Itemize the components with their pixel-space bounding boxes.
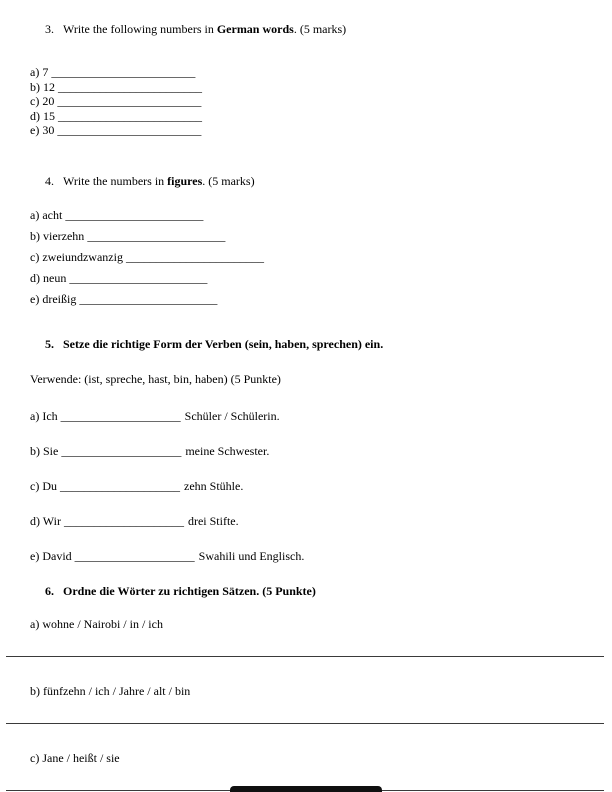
q4-number: 4.: [45, 173, 54, 188]
q6-item-a: [30, 617, 582, 657]
item-suffix: zehn Stühle.: [184, 478, 244, 493]
q5-number: 5.: [45, 336, 54, 351]
item-label: c) 20: [30, 94, 55, 108]
answer-blank: _______________________: [125, 249, 264, 264]
answer-line: [6, 656, 604, 657]
item-label: b) fünfzehn / ich / Jahre / alt / bin: [30, 683, 191, 698]
q3-item-a: [30, 65, 582, 80]
item-label: d) neun: [30, 271, 67, 286]
q5-item-a: [30, 409, 582, 423]
item-prefix: e) David: [30, 548, 72, 563]
q3-item-c: [30, 94, 582, 109]
answer-line: [6, 723, 604, 724]
answer-blank: _______________________: [65, 207, 204, 222]
item-prefix: c) Du: [30, 478, 57, 493]
q3-item-d: [30, 109, 582, 124]
q4-item-b: [30, 226, 582, 247]
q4-title-prefix: Write the numbers in: [63, 173, 168, 188]
q3-title-prefix: Write the following numbers in: [63, 22, 217, 36]
item-label: a) acht: [30, 207, 63, 222]
q3-heading: [45, 22, 582, 37]
q6-item-b: [30, 684, 582, 724]
q3-title-bold: German words: [216, 22, 294, 36]
item-label: c) Jane / heißt / sie: [30, 750, 120, 765]
q3-items: [30, 65, 582, 138]
item-suffix: meine Schwester.: [185, 443, 270, 458]
item-label: d) 15: [30, 108, 55, 123]
item-label: e) 30: [30, 123, 55, 137]
q4-title-suffix: . (5 marks): [202, 173, 255, 188]
q3-number: 3.: [45, 22, 54, 36]
q4-item-d: [30, 268, 582, 289]
q4-item-c: [30, 247, 582, 268]
answer-blank: ____________________: [63, 513, 184, 528]
q5-heading: [45, 337, 582, 352]
item-label: a) wohne / Nairobi / in / ich: [30, 616, 163, 631]
item-suffix: Swahili und Englisch.: [198, 548, 305, 563]
item-label: b) 12: [30, 79, 55, 94]
answer-blank: ____________________: [60, 478, 180, 493]
q3-item-e: [30, 123, 582, 138]
q5-item-b: [30, 444, 582, 458]
q4-title-bold: figures: [167, 173, 203, 188]
q3-title-suffix: . (5 marks): [293, 22, 347, 36]
answer-blank: ____________________: [61, 443, 182, 458]
item-prefix: a) Ich: [30, 408, 58, 423]
answer-blank: _______________________: [87, 228, 226, 243]
answer-blank: _______________________: [79, 292, 218, 307]
q5-title: Setze die richtige Form der Verben (sein, haben, sprechen) ein.: [63, 336, 384, 351]
q5-item-c: [30, 479, 582, 493]
q6-number: 6.: [45, 583, 54, 598]
answer-blank: ________________________: [57, 123, 202, 137]
answer-blank: _______________________: [69, 271, 208, 286]
q6-item-c: [30, 751, 582, 791]
q5-item-d: [30, 514, 582, 528]
bottom-bar: [230, 786, 382, 792]
q5-item-e: [30, 549, 582, 563]
q6-heading: [45, 584, 582, 599]
q4-item-a: [30, 205, 582, 226]
q4-heading: [45, 174, 582, 189]
answer-blank: ________________________: [58, 108, 202, 123]
q5-items: [30, 409, 582, 563]
q3-item-b: [30, 80, 582, 95]
answer-blank: ________________________: [57, 94, 202, 108]
answer-blank: ________________________: [51, 65, 196, 79]
item-suffix: drei Stifte.: [187, 513, 239, 528]
q5-instruction: Verwende: (ist, spreche, hast, bin, haben) (5 Punkte): [30, 371, 281, 386]
q4-item-e: [30, 289, 582, 310]
answer-blank: ________________________: [58, 79, 202, 94]
q6-title: Ordne die Wörter zu richtigen Sätzen. (5 Punkte): [63, 583, 316, 598]
item-prefix: b) Sie: [30, 443, 59, 458]
item-label: c) zweiundzwanzig: [30, 249, 123, 264]
item-label: e) dreißig: [30, 292, 77, 307]
item-prefix: d) Wir: [30, 513, 61, 528]
q4-items: [30, 205, 582, 311]
item-label: a) 7: [30, 65, 49, 79]
answer-blank: ____________________: [60, 408, 181, 423]
answer-blank: ____________________: [74, 548, 195, 563]
item-suffix: Schüler / Schülerin.: [184, 408, 280, 423]
item-label: b) vierzehn: [30, 228, 85, 243]
